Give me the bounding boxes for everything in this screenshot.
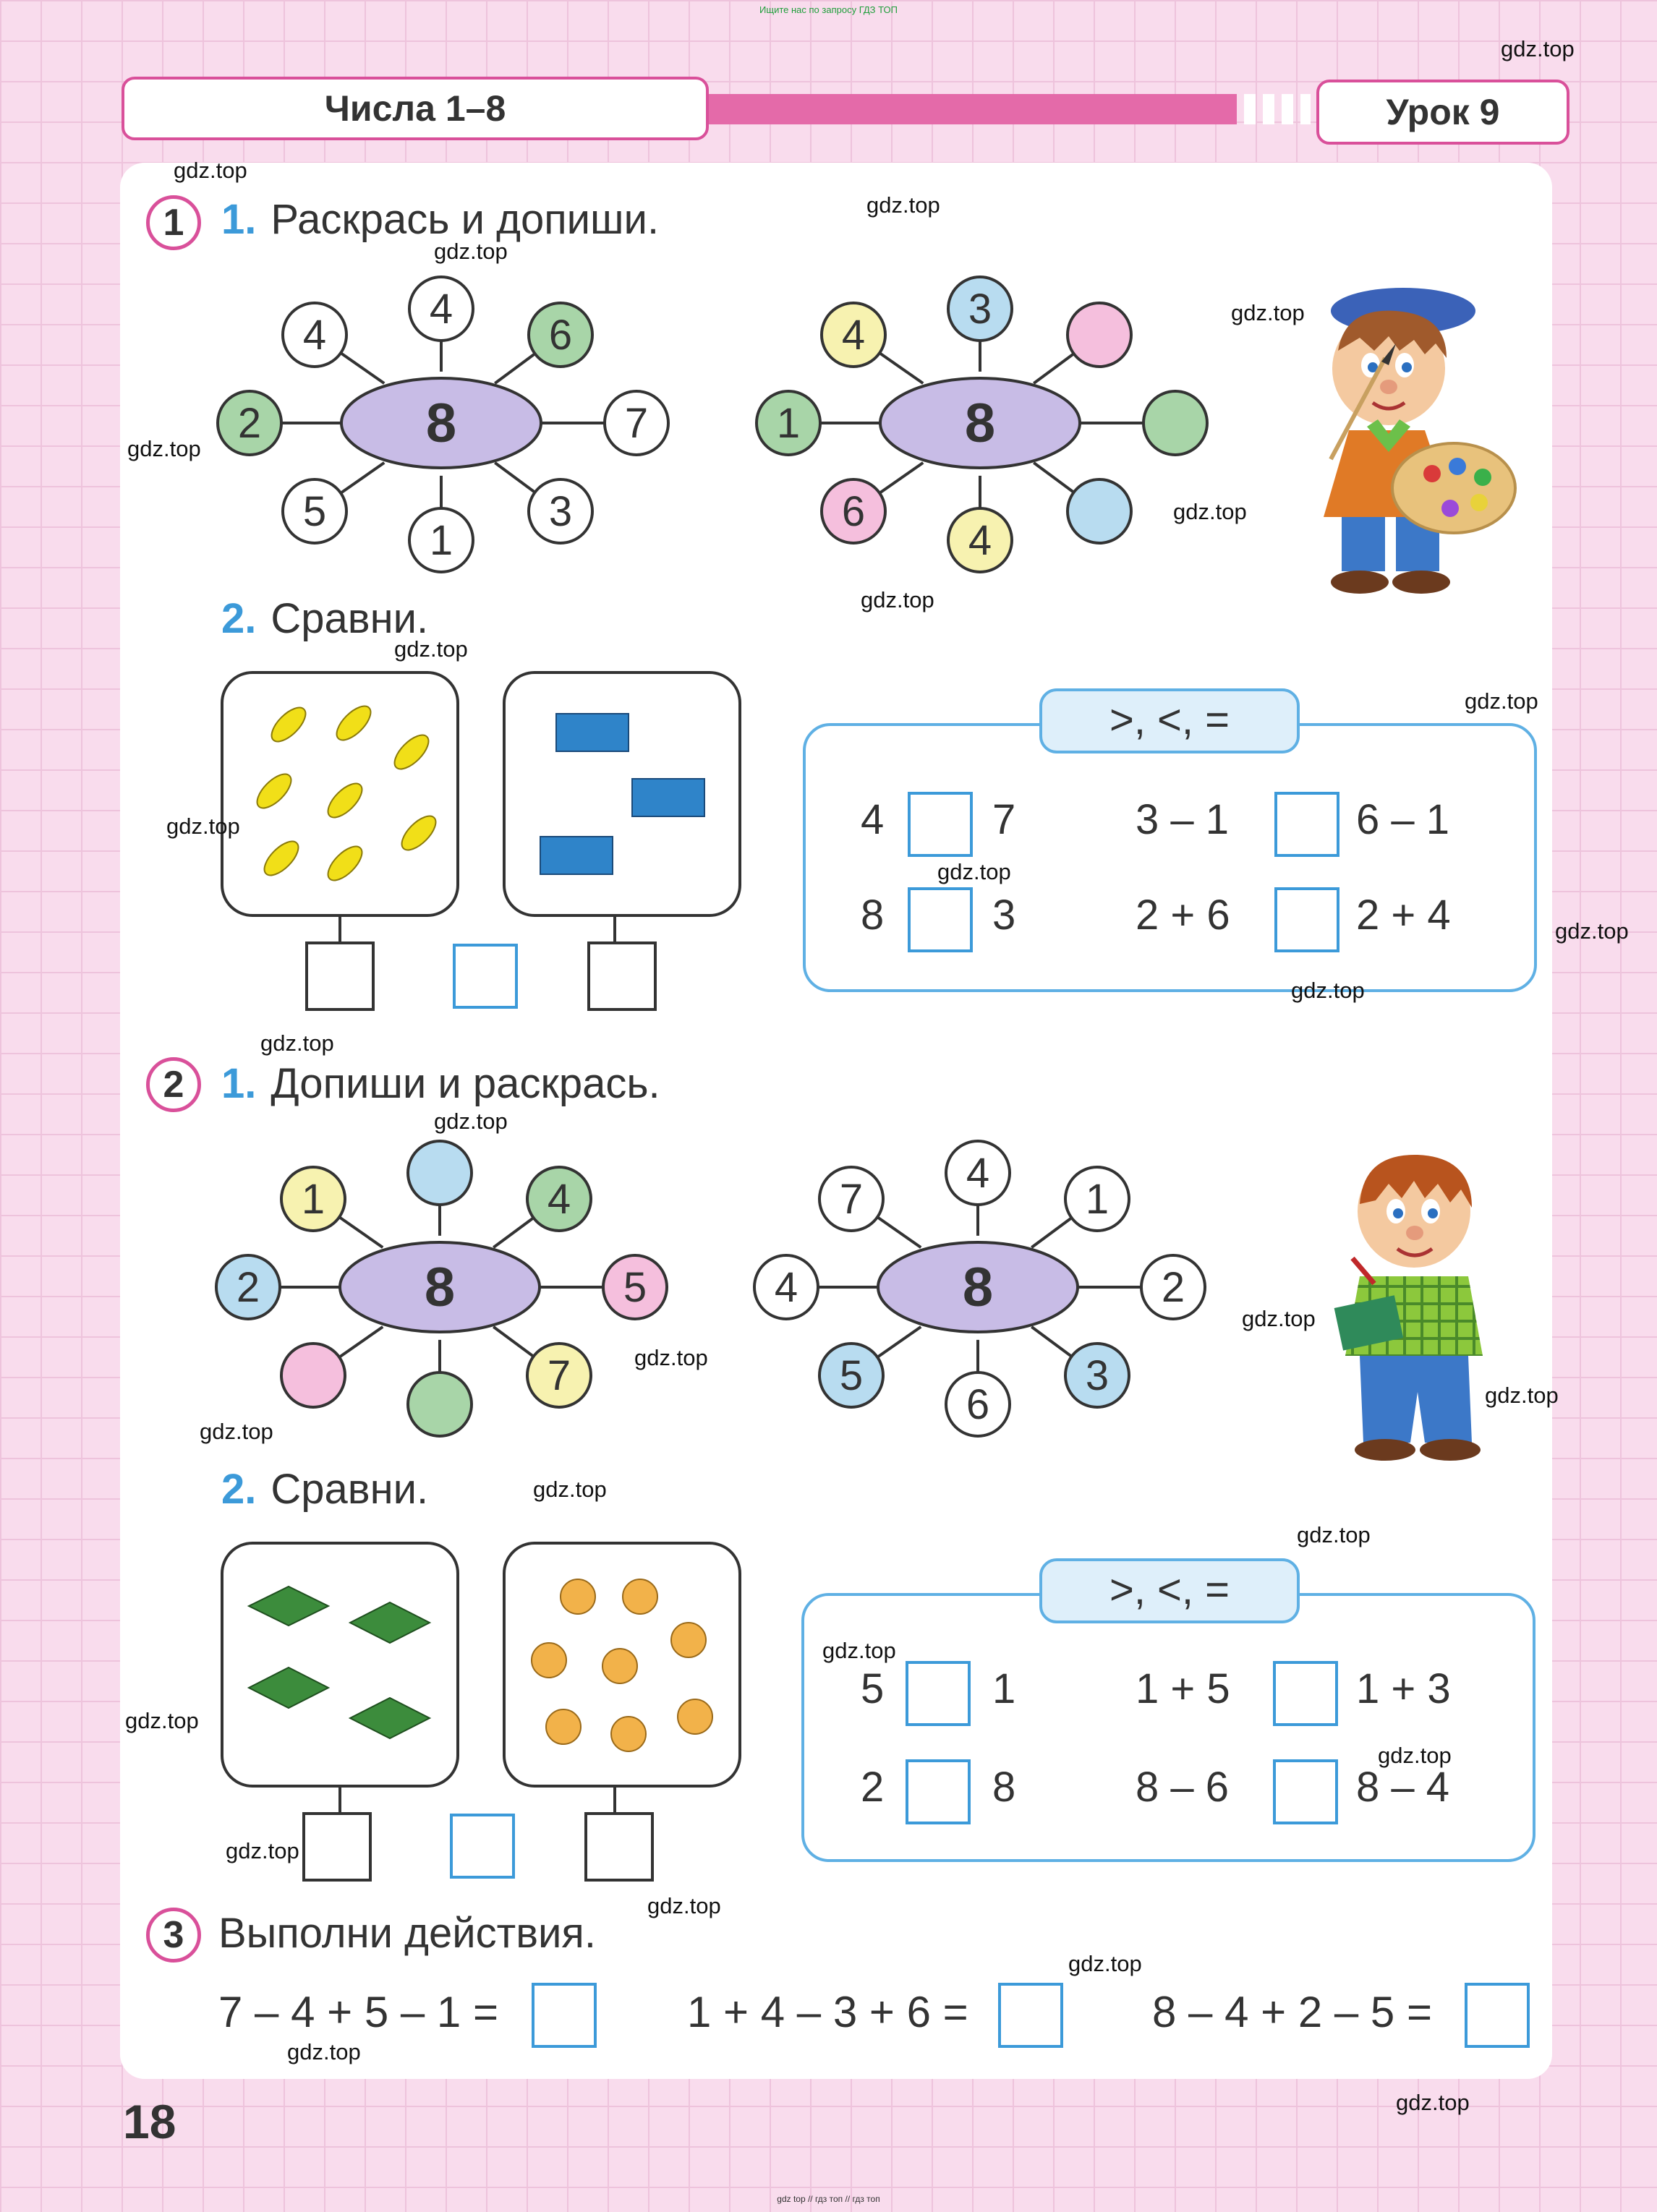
header-stripe [1282, 94, 1293, 124]
watermark: gdz.top [822, 1638, 896, 1663]
flower-2 [745, 268, 1251, 578]
section-badge-2: 2 [146, 1057, 201, 1112]
task-text: Сравни. [271, 595, 429, 642]
picture-box-rectangles [503, 671, 741, 917]
watermark: gdz.top [434, 1109, 508, 1134]
compare-right: 2 + 4 [1356, 892, 1451, 939]
petal-circle[interactable] [1068, 303, 1131, 367]
count-answer-box[interactable] [587, 941, 657, 1011]
watermark: gdz.top [174, 158, 247, 183]
blue-rectangles [506, 674, 738, 914]
green-diamonds [223, 1545, 456, 1785]
expression-answer-box[interactable] [1465, 1983, 1530, 2048]
compare-right: 8 – 4 [1356, 1764, 1449, 1811]
watermark: gdz.top [226, 1838, 299, 1863]
section-badge-1: 1 [146, 195, 201, 250]
topic-header: Числа 1–8 [122, 77, 709, 140]
top-note: Ищите нас по запросу ГДЗ ТОП [759, 4, 898, 15]
compare-left: 8 [861, 892, 885, 939]
watermark: gdz.top [1378, 1743, 1452, 1768]
petal-label: 4 [841, 312, 866, 359]
watermark: gdz.top [1485, 1383, 1559, 1408]
task-1-1 [221, 195, 659, 244]
petal-stem [1031, 1218, 1071, 1247]
petal-stem [339, 1327, 383, 1357]
petal-stem [339, 1217, 383, 1247]
expression-2: 1 + 4 – 3 + 6 = [687, 1988, 968, 2036]
watermark: gdz.top [260, 1030, 334, 1056]
count-answer-box[interactable] [302, 1812, 372, 1882]
compare-right: 1 + 3 [1356, 1665, 1451, 1712]
watermark: gdz.top [1242, 1306, 1316, 1331]
petal-stem [493, 1218, 533, 1247]
petal-label: 4 [966, 1150, 990, 1197]
watermark: gdz.top [533, 1477, 607, 1502]
task-2-2 [221, 1465, 428, 1513]
petal-stem [1034, 463, 1073, 492]
petal-circle[interactable] [1143, 391, 1207, 455]
petal-label: 4 [302, 312, 327, 359]
lesson-header: Урок 9 [1316, 80, 1569, 145]
compare-answer-box[interactable] [1274, 792, 1339, 857]
compare-left: 4 [861, 796, 885, 843]
yellow-ovals [223, 674, 456, 914]
watermark: gdz.top [1173, 499, 1247, 524]
petal-stem [495, 463, 534, 492]
compare-right: 8 [992, 1764, 1016, 1811]
watermark: gdz.top [127, 436, 201, 461]
page-number: 18 [123, 2095, 176, 2148]
compare-left: 2 + 6 [1136, 892, 1230, 939]
watermark: gdz.top [200, 1419, 273, 1444]
petal-label: 3 [968, 286, 992, 333]
watermark: gdz.top [1465, 688, 1538, 714]
connector-lines [333, 915, 622, 944]
petal-label: 6 [841, 488, 866, 535]
watermark: gdz.top [1297, 1522, 1371, 1547]
petal-stem [879, 463, 923, 493]
flower-center-label: 8 [962, 1257, 994, 1318]
compare-answer-box[interactable] [908, 792, 973, 857]
compare-left: 1 + 5 [1136, 1665, 1230, 1712]
petal-label: 1 [301, 1176, 325, 1223]
orange-dots [506, 1545, 738, 1785]
compare-answer-box[interactable] [906, 1661, 971, 1726]
compare-left: 8 – 6 [1136, 1764, 1229, 1811]
task-3: Выполни действия. [218, 1910, 596, 1957]
flower-center-label: 8 [425, 393, 457, 454]
watermark: gdz.top [394, 636, 468, 662]
compare-left: 2 [861, 1764, 885, 1811]
bottom-note: gdz top // гдз топ // гдз топ [777, 2194, 880, 2204]
expression-1: 7 – 4 + 5 – 1 = [218, 1988, 498, 2036]
petal-label: 1 [1085, 1176, 1109, 1223]
petal-label: 5 [839, 1352, 864, 1399]
watermark: gdz.top [1291, 978, 1365, 1003]
watermark: gdz.top [647, 1893, 721, 1918]
petal-circle[interactable] [1068, 479, 1131, 543]
task-text: Сравни. [271, 1466, 429, 1513]
compare-answer-box[interactable] [1273, 1759, 1338, 1824]
petal-stem [493, 1327, 533, 1357]
compare-right: 6 – 1 [1356, 796, 1449, 843]
compare-sign-box[interactable] [450, 1814, 515, 1879]
task-number: 1. [221, 196, 257, 243]
compare-right: 7 [992, 796, 1016, 843]
petal-label: 2 [236, 1264, 260, 1311]
watermark: gdz.top [937, 859, 1011, 884]
petal-label: 1 [429, 517, 453, 564]
watermark: gdz.top [287, 2039, 361, 2064]
petal-label: 5 [302, 488, 327, 535]
petal-stem [341, 353, 384, 383]
petal-label: 1 [776, 400, 801, 447]
petal-label: 5 [623, 1264, 647, 1311]
expression-answer-box[interactable] [998, 1983, 1063, 2048]
petal-label: 7 [547, 1352, 571, 1399]
petal-stem [1034, 354, 1073, 383]
header-bar [709, 94, 1237, 124]
boy-with-notebook-illustration [1309, 1139, 1519, 1464]
task-number: 2. [221, 595, 257, 642]
compare-right: 3 [992, 892, 1016, 939]
compare-left: 5 [861, 1665, 885, 1712]
watermark: gdz.top [1396, 2090, 1470, 2115]
watermark: gdz.top [166, 814, 240, 839]
compare-left: 3 – 1 [1136, 796, 1229, 843]
petal-label: 7 [624, 400, 649, 447]
flower-1 [210, 268, 716, 578]
compare-right: 1 [992, 1665, 1016, 1712]
petal-label: 2 [237, 400, 262, 447]
petal-stem [1031, 1327, 1071, 1357]
compare-signs-title: >, <, = [1039, 688, 1300, 753]
task-text: Допиши и раскрась. [271, 1060, 660, 1107]
picture-box-dots [503, 1542, 741, 1788]
header-stripe [1300, 94, 1311, 124]
petal-circle[interactable] [281, 1344, 345, 1407]
petal-label: 2 [1161, 1264, 1185, 1311]
compare-answer-box[interactable] [906, 1759, 971, 1824]
expression-answer-box[interactable] [532, 1983, 597, 2048]
petal-label: 7 [839, 1176, 864, 1223]
task-2-1 [221, 1059, 660, 1108]
flower-center-label: 8 [964, 393, 996, 454]
petal-label: 4 [774, 1264, 798, 1311]
petal-label: 3 [548, 488, 573, 535]
header-stripe [1244, 94, 1256, 124]
watermark: gdz.top [861, 587, 934, 612]
expression-3: 8 – 4 + 2 – 5 = [1152, 1988, 1432, 2036]
petal-circle[interactable] [408, 1372, 472, 1436]
flower-4 [745, 1132, 1251, 1443]
section-badge-3: 3 [146, 1908, 201, 1963]
header-stripe [1263, 94, 1274, 124]
petal-stem [495, 354, 534, 383]
task-text: Раскрась и допиши. [271, 196, 660, 243]
compare-signs-title: >, <, = [1039, 1558, 1300, 1623]
compare-answer-box[interactable] [1274, 887, 1339, 952]
compare-sign-box[interactable] [453, 944, 518, 1009]
petal-label: 4 [429, 286, 453, 333]
picture-box-diamonds [221, 1542, 459, 1788]
petal-stem [341, 463, 384, 493]
petal-label: 4 [968, 517, 992, 564]
petal-stem [877, 1327, 921, 1357]
watermark: gdz.top [1231, 300, 1305, 325]
count-answer-box[interactable] [305, 941, 375, 1011]
task-number: 2. [221, 1466, 257, 1513]
watermark: gdz.top [1501, 36, 1575, 61]
petal-stem [879, 353, 923, 383]
petal-circle[interactable] [408, 1141, 472, 1205]
watermark: gdz.top [125, 1708, 199, 1733]
compare-answer-box[interactable] [1273, 1661, 1338, 1726]
petal-label: 3 [1085, 1352, 1109, 1399]
watermark: gdz.top [634, 1345, 708, 1370]
watermark: gdz.top [434, 239, 508, 264]
connector-lines [333, 1785, 622, 1814]
task-number: 1. [221, 1060, 257, 1107]
flower-center-label: 8 [424, 1257, 456, 1318]
watermark: gdz.top [866, 192, 940, 218]
watermark: gdz.top [1068, 1951, 1142, 1976]
petal-stem [877, 1217, 921, 1247]
watermark: gdz.top [1555, 918, 1629, 944]
petal-label: 4 [547, 1176, 571, 1223]
compare-answer-box[interactable] [908, 887, 973, 952]
task-1-2 [221, 594, 428, 643]
petal-label: 6 [548, 312, 573, 359]
petal-label: 6 [966, 1381, 990, 1428]
flower-3 [210, 1132, 716, 1443]
count-answer-box[interactable] [584, 1812, 654, 1882]
artist-boy-illustration [1280, 278, 1519, 604]
picture-box-ovals [221, 671, 459, 917]
